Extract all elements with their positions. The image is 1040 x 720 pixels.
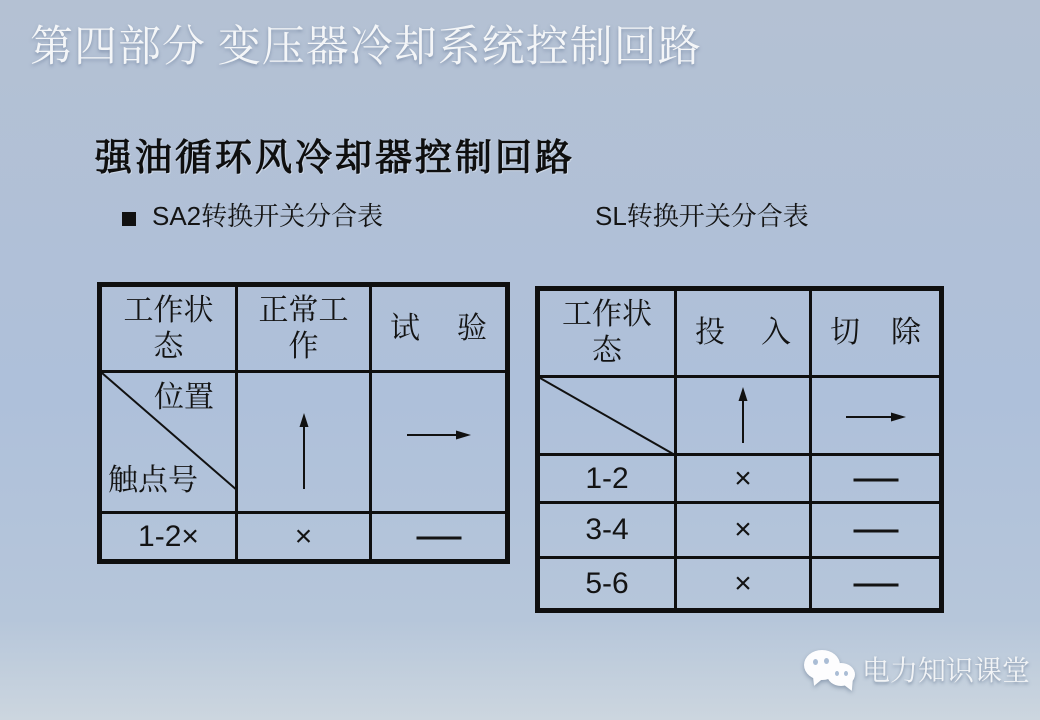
table-header-row bbox=[538, 289, 942, 377]
state-cell-closed: × bbox=[237, 513, 371, 562]
header-cell-work-state: 工作状态 bbox=[100, 285, 237, 372]
diagonal-line-icon bbox=[540, 378, 676, 455]
header-cell-test: 试 验 bbox=[371, 285, 508, 372]
corner-cell bbox=[538, 377, 676, 455]
table-row bbox=[538, 503, 942, 558]
contact-cell: 3-4 bbox=[538, 503, 676, 558]
contact-cell: 1-2 bbox=[538, 455, 676, 503]
watermark-text: 电力知识课堂 bbox=[862, 655, 1031, 686]
wechat-bubble-tail bbox=[806, 673, 823, 693]
table-row bbox=[100, 513, 508, 562]
watermark bbox=[804, 648, 1040, 696]
wechat-icon bbox=[804, 650, 860, 692]
wechat-eye bbox=[844, 671, 848, 676]
dash-symbol: — bbox=[853, 513, 898, 546]
dash-symbol: — bbox=[853, 566, 898, 600]
header-cell-cut-off: 切 除 bbox=[811, 289, 942, 377]
section-heading: 强油循环风冷却器控制回路 bbox=[95, 137, 575, 178]
symbol-cell-cut-off bbox=[811, 377, 942, 455]
contact-cell: 5-6 bbox=[538, 558, 676, 611]
dash-symbol: — bbox=[416, 519, 461, 553]
dash-symbol: — bbox=[853, 461, 898, 495]
corner-cell bbox=[100, 372, 237, 513]
state-cell-open bbox=[371, 513, 508, 562]
symbol-row bbox=[100, 372, 508, 513]
sa2-switch-table bbox=[97, 282, 510, 564]
page-title: 第四部分 变压器冷却系统控制回路 bbox=[30, 24, 702, 71]
sl-switch-table bbox=[535, 286, 944, 613]
state-cell-closed: × bbox=[676, 455, 811, 503]
contact-cell: 1-2× bbox=[100, 513, 237, 562]
sl-table-label: SL转换开关分合表 bbox=[595, 201, 809, 231]
table-header-row bbox=[100, 285, 508, 372]
wechat-eye bbox=[813, 659, 818, 665]
bullet-square-icon bbox=[122, 212, 136, 226]
symbol-cell-engage bbox=[676, 377, 811, 455]
header-cell-engage: 投 入 bbox=[676, 289, 811, 377]
corner-bottom-label: 触点号 bbox=[108, 464, 198, 497]
up-arrow-icon bbox=[296, 413, 312, 491]
wechat-eye bbox=[824, 658, 829, 664]
state-cell-open bbox=[811, 455, 942, 503]
state-cell-closed: × bbox=[676, 558, 811, 611]
header-cell-work-state: 工作状态 bbox=[538, 289, 676, 377]
up-arrow-icon bbox=[735, 387, 751, 445]
wechat-eye bbox=[835, 671, 839, 676]
table-row bbox=[538, 455, 942, 503]
table-row bbox=[538, 558, 942, 611]
sa2-table-label: SA2转换开关分合表 bbox=[152, 201, 384, 231]
right-arrow-icon bbox=[846, 410, 906, 424]
symbol-row bbox=[538, 377, 942, 455]
symbol-cell-normal-work bbox=[237, 372, 371, 513]
header-cell-normal-work: 正常工作 bbox=[237, 285, 371, 372]
state-cell-closed: × bbox=[676, 503, 811, 558]
right-arrow-icon bbox=[407, 428, 471, 442]
wechat-bubble-tail bbox=[844, 681, 859, 698]
state-cell-open bbox=[811, 558, 942, 611]
corner-top-label: 位置 bbox=[154, 381, 214, 414]
state-cell-open bbox=[811, 503, 942, 558]
symbol-cell-test bbox=[371, 372, 508, 513]
